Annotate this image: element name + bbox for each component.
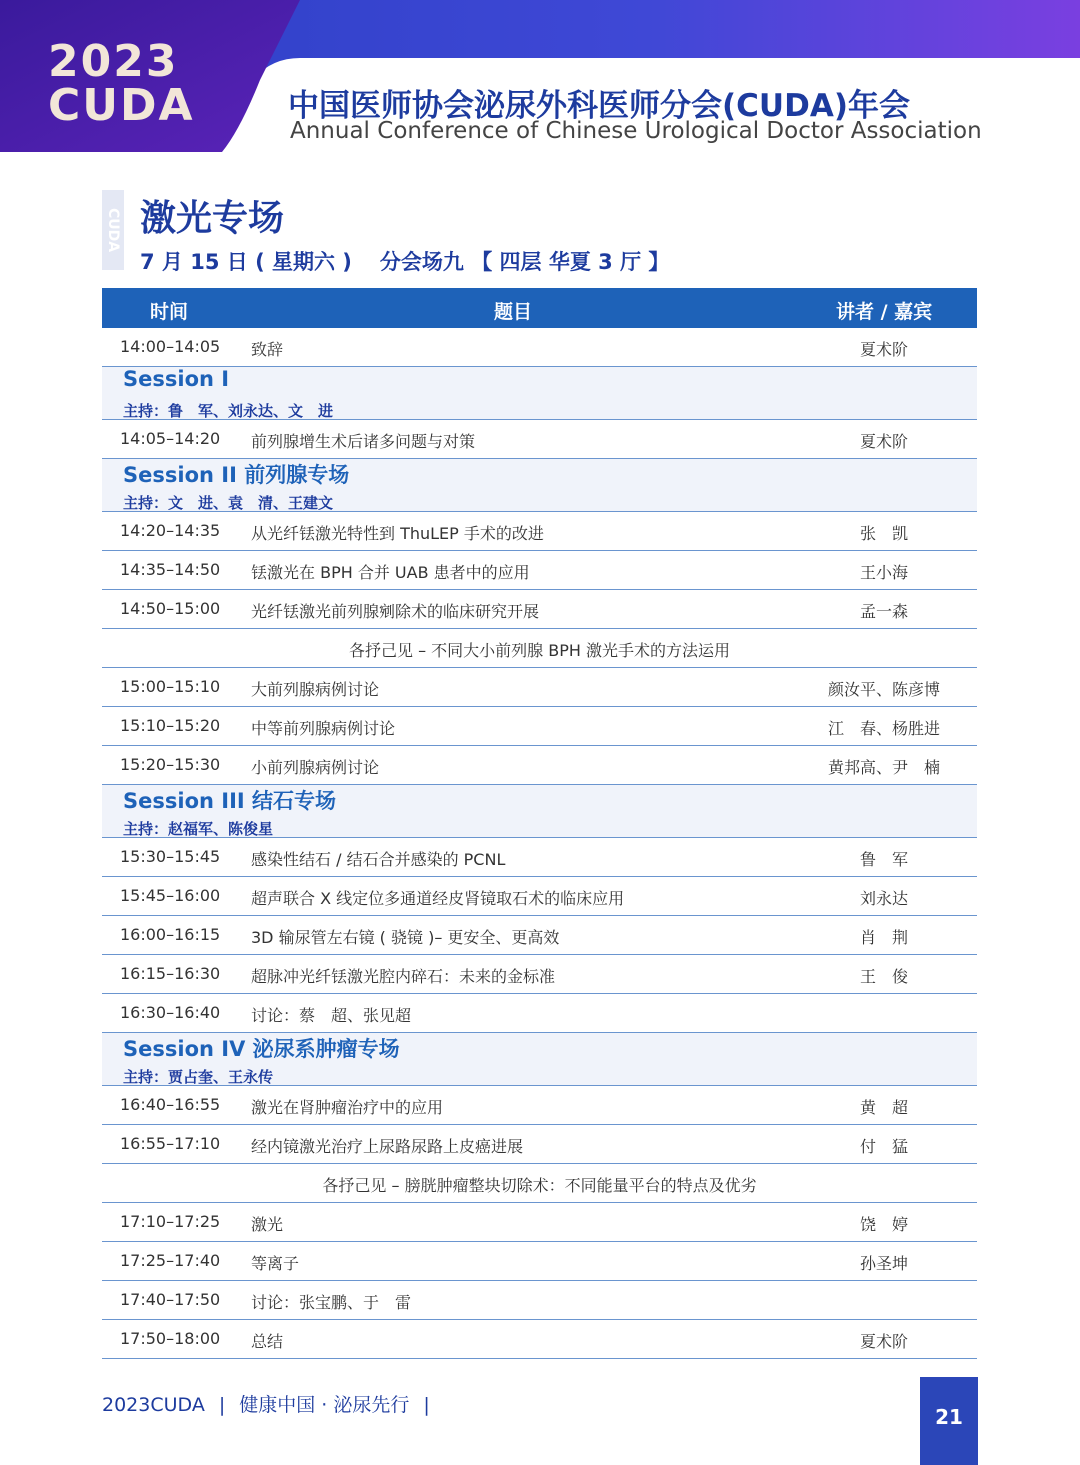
- row-time: 16:40–16:55: [120, 1095, 221, 1114]
- session-title: Session II 前列腺专场: [123, 463, 350, 487]
- session-info: [140, 246, 669, 276]
- row-time: 14:00–14:05: [120, 337, 221, 356]
- side-mark-text: CUDA: [105, 207, 121, 253]
- row-topic: 小前列腺病例讨论: [251, 758, 380, 777]
- row-time: 15:45–16:00: [120, 886, 221, 905]
- row-topic: 感染性结石 / 结石合并感染的 PCNL: [251, 850, 506, 869]
- session-host: 主持：鲁 军、刘永达、文 进: [123, 402, 334, 420]
- row-topic: 从光纤铥激光特性到 ThuLEP 手术的改进: [251, 524, 544, 543]
- discussion-title: 各抒己见 – 不同大小前列腺 BPH 激光手术的方法运用: [348, 641, 730, 660]
- row-time: 17:40–17:50: [120, 1290, 221, 1309]
- table-row: [102, 1125, 977, 1164]
- cuda-logo: [48, 36, 198, 131]
- discussion-row: [102, 629, 977, 668]
- row-speaker: 饶 婷: [859, 1215, 908, 1234]
- row-time: 16:15–16:30: [120, 964, 221, 983]
- row-speaker: 夏术阶: [859, 1332, 908, 1351]
- row-time: 14:20–14:35: [120, 521, 221, 540]
- session-title: Session III 结石专场: [123, 789, 337, 813]
- row-topic: 超脉冲光纤铥激光腔内碎石：未来的金标准: [251, 967, 556, 986]
- row-time: 17:50–18:00: [120, 1329, 221, 1348]
- row-topic: 经内镜激光治疗上尿路尿路上皮癌进展: [251, 1137, 524, 1156]
- table-row: [102, 668, 977, 707]
- footer-divider-right: |: [423, 1394, 430, 1416]
- row-speaker: 王 俊: [859, 967, 908, 986]
- row-time: 17:10–17:25: [120, 1212, 221, 1231]
- row-topic: 超声联合 X 线定位多通道经皮肾镜取石术的临床应用: [251, 889, 625, 908]
- header-speaker: 讲者 / 嘉宾: [836, 301, 933, 323]
- conference-subtitle: Annual Conference of Chinese Urological Doctor Association: [290, 118, 982, 144]
- row-topic: 前列腺增生术后诸多问题与对策: [251, 432, 476, 451]
- row-topic: 等离子: [251, 1254, 300, 1273]
- session-host: 主持：赵福军、陈俊星: [123, 820, 274, 838]
- row-topic: 激光: [251, 1215, 284, 1234]
- row-speaker: 颜汝平、陈彦博: [827, 680, 940, 699]
- row-topic: 讨论：张宝鹏、于 雷: [251, 1293, 412, 1312]
- row-time: 14:05–14:20: [120, 429, 221, 448]
- row-speaker: 孙圣坤: [859, 1254, 908, 1273]
- row-time: 15:20–15:30: [120, 755, 221, 774]
- table-row: [102, 838, 977, 877]
- table-row: [102, 916, 977, 955]
- row-speaker: 王小海: [859, 563, 908, 582]
- conference-title: 中国医师协会泌尿外科医师分会(CUDA)年会: [288, 88, 910, 124]
- session-header: [102, 1033, 977, 1086]
- header-banner: [0, 0, 1080, 152]
- section-title: 激光专场: [140, 198, 285, 239]
- logo-year: 2023: [48, 36, 179, 87]
- table-row: [102, 955, 977, 994]
- row-topic: 讨论：蔡 超、张见超: [251, 1006, 412, 1025]
- table-row: [102, 420, 977, 459]
- session-title: Session IV 泌尿系肿瘤专场: [123, 1037, 400, 1061]
- row-time: 17:25–17:40: [120, 1251, 221, 1270]
- row-time: 14:35–14:50: [120, 560, 221, 579]
- row-topic: 中等前列腺病例讨论: [251, 719, 396, 738]
- row-topic: 铥激光在 BPH 合并 UAB 患者中的应用: [251, 563, 530, 582]
- row-time: 16:30–16:40: [120, 1003, 221, 1022]
- schedule-table: [102, 288, 977, 1359]
- session-header: [102, 367, 977, 420]
- table-row: [102, 551, 977, 590]
- table-row: [102, 328, 977, 367]
- row-time: 15:30–15:45: [120, 847, 221, 866]
- row-speaker: 夏术阶: [859, 340, 908, 359]
- table-row: [102, 877, 977, 916]
- row-time: 14:50–15:00: [120, 599, 221, 618]
- session-title: Session I: [123, 367, 230, 391]
- table-row: [102, 590, 977, 629]
- row-speaker: 黄邦高、尹 楠: [827, 758, 940, 777]
- row-topic: 激光在肾肿瘤治疗中的应用: [251, 1098, 444, 1117]
- table-row: [102, 746, 977, 785]
- session-date: 7 月 15 日 ( 星期六 ): [140, 250, 352, 274]
- row-time: 15:00–15:10: [120, 677, 221, 696]
- row-speaker: 孟一森: [859, 602, 908, 621]
- table-row: [102, 707, 977, 746]
- row-topic: 致辞: [251, 340, 284, 359]
- footer-brand: 2023CUDA: [102, 1394, 205, 1416]
- header-topic: 题目: [494, 301, 533, 323]
- row-speaker: 夏术阶: [859, 432, 908, 451]
- discussion-row: [102, 1164, 977, 1203]
- table-header: [102, 288, 977, 328]
- discussion-title: 各抒己见 – 膀胱肿瘤整块切除术：不同能量平台的特点及优劣: [322, 1176, 757, 1195]
- row-speaker: 江 春、杨胜进: [827, 719, 940, 738]
- table-row: [102, 1242, 977, 1281]
- row-speaker: 刘永达: [859, 889, 908, 908]
- table-body: [102, 328, 977, 1359]
- session-host: 主持：文 进、袁 清、王建文: [123, 494, 334, 512]
- table-row: [102, 1320, 977, 1359]
- section-side-mark: [102, 190, 124, 270]
- logo-text: CUDA: [48, 80, 195, 131]
- footer-divider-left: |: [218, 1394, 226, 1416]
- row-speaker: 鲁 军: [859, 850, 908, 869]
- row-topic: 总结: [251, 1332, 284, 1351]
- table-row: [102, 1086, 977, 1125]
- session-header: [102, 459, 977, 512]
- row-speaker: 黄 超: [859, 1098, 908, 1117]
- row-time: 16:55–17:10: [120, 1134, 221, 1153]
- row-topic: 大前列腺病例讨论: [251, 680, 380, 699]
- row-topic: 3D 输尿管左右镜 ( 骁镜 )– 更安全、更高效: [251, 928, 560, 947]
- session-venue: 分会场九 【 四层 华夏 3 厅 】: [379, 250, 670, 274]
- table-row: [102, 1281, 977, 1320]
- table-row: [102, 994, 977, 1033]
- row-time: 15:10–15:20: [120, 716, 221, 735]
- table-row: [102, 1203, 977, 1242]
- row-speaker: 张 凯: [859, 524, 908, 543]
- row-topic: 光纤铥激光前列腺剜除术的临床研究开展: [251, 602, 540, 621]
- page-number: 21: [920, 1377, 978, 1465]
- session-header: [102, 785, 977, 838]
- row-speaker: 付 猛: [859, 1137, 908, 1156]
- header-time: 时间: [150, 301, 189, 323]
- session-host: 主持：贾占奎、王永传: [123, 1068, 274, 1086]
- table-row: [102, 512, 977, 551]
- row-time: 16:00–16:15: [120, 925, 221, 944]
- row-speaker: 肖 荆: [859, 928, 908, 947]
- footer: [102, 1390, 444, 1417]
- footer-slogan: 健康中国 · 泌尿先行: [239, 1394, 410, 1416]
